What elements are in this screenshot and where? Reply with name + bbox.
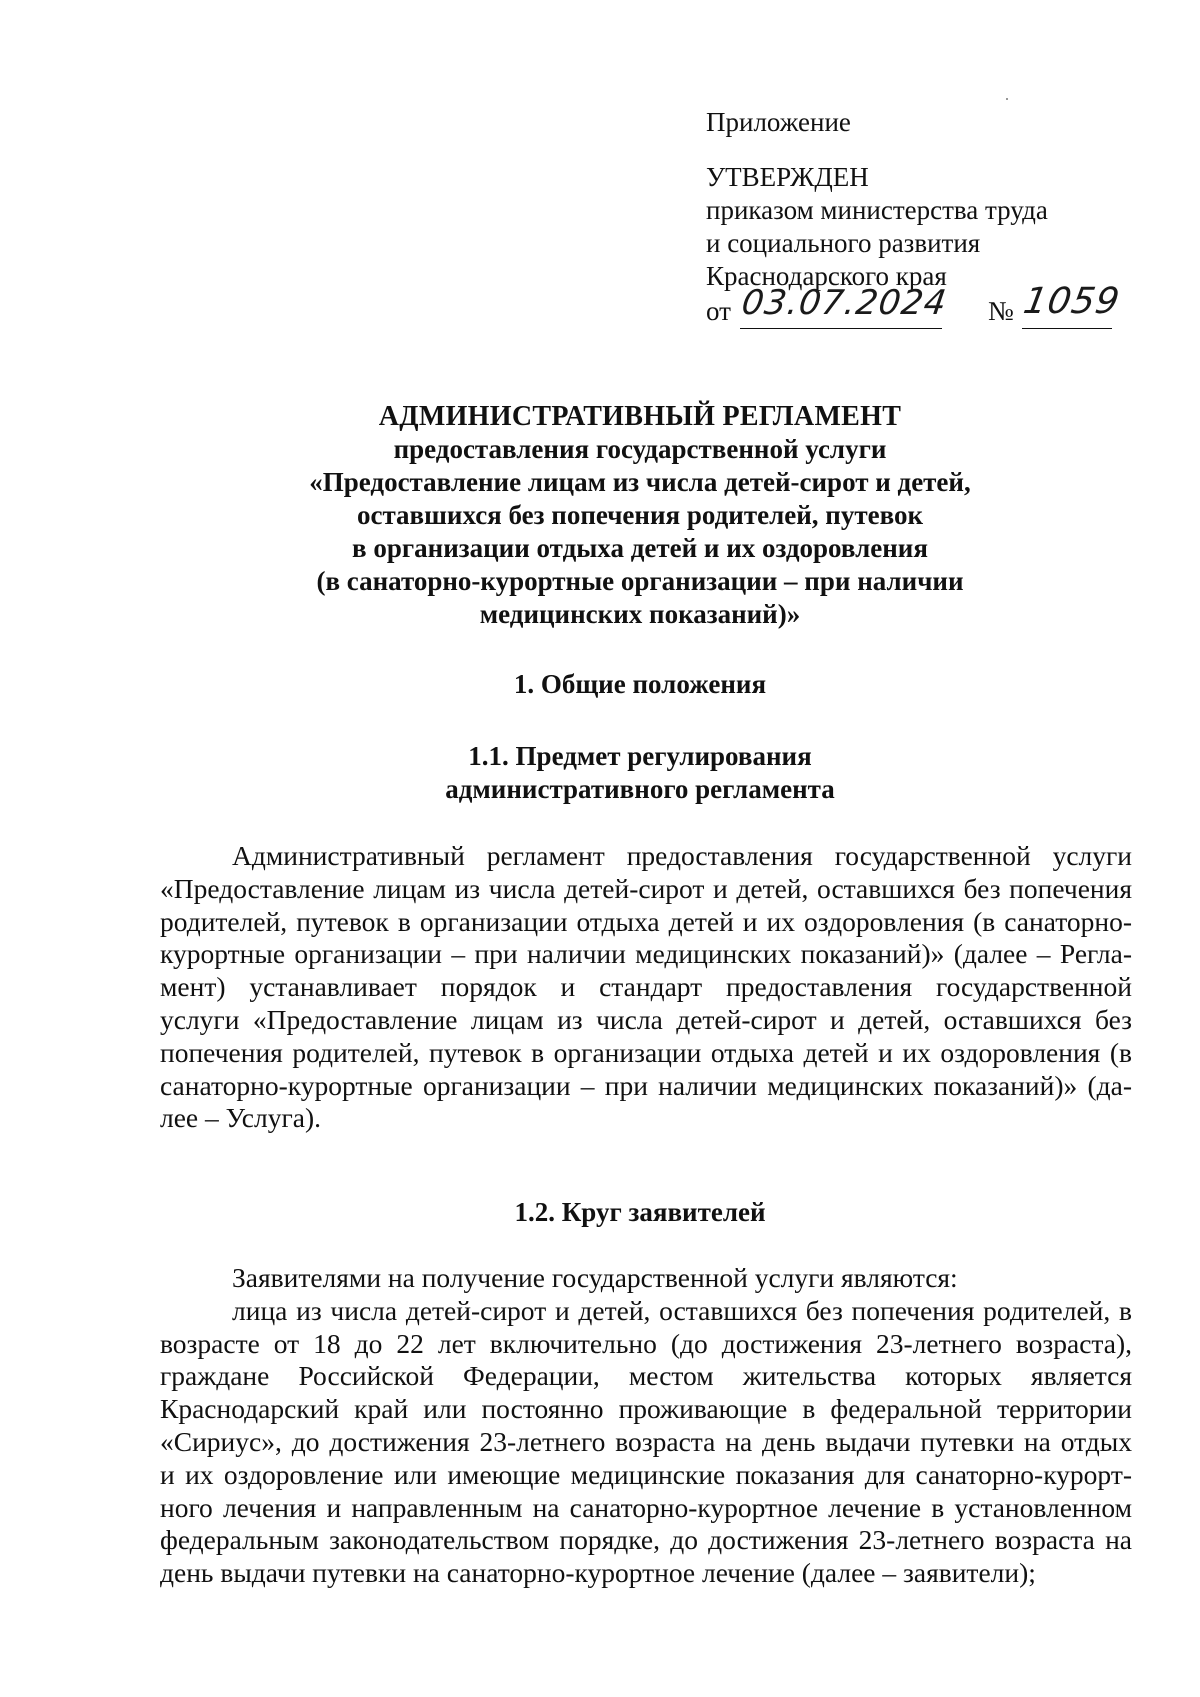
paragraph-line: граждане Российской Федерации, местом жительства которых является: [160, 1360, 1132, 1392]
section-1-2-heading: 1.2. Круг заявителей: [514, 1197, 766, 1227]
date-prefix: от: [706, 296, 731, 326]
number-underline: [1022, 328, 1112, 329]
section-1-1-heading: [150, 740, 1130, 806]
title-line: предоставления государственной услуги: [393, 434, 887, 464]
paragraph-line: и их оздоровление или имеющие медицинские показания для санаторно-курорт-: [160, 1458, 1132, 1490]
paragraph-line: возрасте от 18 до 22 лет включительно (до достижения 23-летнего возраста),: [160, 1327, 1132, 1359]
paragraph-line: день выдачи путевки на санаторно-курортное лечение (далее – заявители);: [160, 1557, 1036, 1589]
title-line: медицинских показаний)»: [479, 599, 801, 629]
paragraph-line: попечения родителей, путевок в организации отдыха детей и их оздоровления (в: [160, 1036, 1132, 1068]
title-line: оставшихся без попечения родителей, путевок: [356, 500, 924, 530]
paragraph-line: курортные организации – при наличии медицинских показаний)» (далее – Регла-: [160, 938, 1132, 970]
paragraph-line: родителей, путевок в организации отдыха детей и их оздоровления (в санаторно-: [160, 905, 1132, 937]
paragraph-line: лее – Услуга).: [160, 1102, 321, 1134]
document-title: [150, 400, 1130, 631]
paragraph-line: лица из числа детей-сирот и детей, оставшихся без попечения родителей, в: [232, 1294, 1132, 1326]
handwritten-number: 1059: [1020, 281, 1124, 322]
paragraph-line: ного лечения и направленным на санаторно-курортное лечение в установленном: [160, 1491, 1132, 1523]
paragraph-line: санаторно-курортные организации – при наличии медицинских показаний)» (да-: [160, 1069, 1132, 1101]
appendix-label: Приложение: [706, 107, 851, 137]
paragraph-line: Административный регламент предоставления государственной услуги: [232, 840, 1132, 871]
paragraph-intro: Заявителями на получение государственной услуги являются:: [232, 1262, 958, 1293]
title-line: в организации отдыха детей и их оздоровления: [352, 533, 928, 563]
paragraph-line: «Сириус», до достижения 23-летнего возраста на день выдачи путевки на отдых: [160, 1425, 1132, 1457]
approval-line-3: Краснодарского края: [706, 261, 947, 291]
approval-line-2: и социального развития: [706, 228, 981, 258]
section-1-1-heading-line-2: административного регламента: [445, 774, 835, 804]
scan-speck: [1006, 98, 1008, 100]
number-sign: №: [988, 296, 1014, 326]
approval-stamp-block: [706, 106, 1136, 333]
approved-label: УТВЕРЖДЕН: [706, 162, 869, 192]
paragraph-line: федеральным законодательством порядке, до достижения 23-летнего возраста на: [160, 1524, 1132, 1556]
title-main: АДМИНИСТРАТИВНЫЙ РЕГЛАМЕНТ: [378, 401, 902, 432]
section-1-1-paragraph: [160, 840, 1132, 1135]
section-1-heading: 1. Общие положения: [513, 669, 767, 699]
order-date-number-row: [706, 281, 1136, 333]
title-line: «Предоставление лицам из числа детей-сирот и детей,: [309, 467, 971, 497]
handwritten-date: 03.07.2024: [739, 283, 950, 323]
paragraph-line: мент) устанавливает порядок и стандарт предоставления государственной: [160, 971, 1132, 1003]
section-1-2-paragraph: [160, 1262, 1132, 1590]
paragraph-line: Краснодарский край или постоянно проживающие в федеральной территории: [160, 1393, 1132, 1425]
approval-line-1: приказом министерства труда: [706, 195, 1048, 225]
section-1-1-heading-line-1: 1.1. Предмет регулирования: [468, 741, 812, 771]
paragraph-line: «Предоставление лицам из числа детей-сирот и детей, оставшихся без попечения: [160, 872, 1132, 904]
date-underline: [740, 328, 942, 329]
title-line: (в санаторно-курортные организации – при наличии: [316, 566, 964, 596]
paragraph-line: услуги «Предоставление лицам из числа детей-сирот и детей, оставшихся без: [160, 1003, 1132, 1035]
